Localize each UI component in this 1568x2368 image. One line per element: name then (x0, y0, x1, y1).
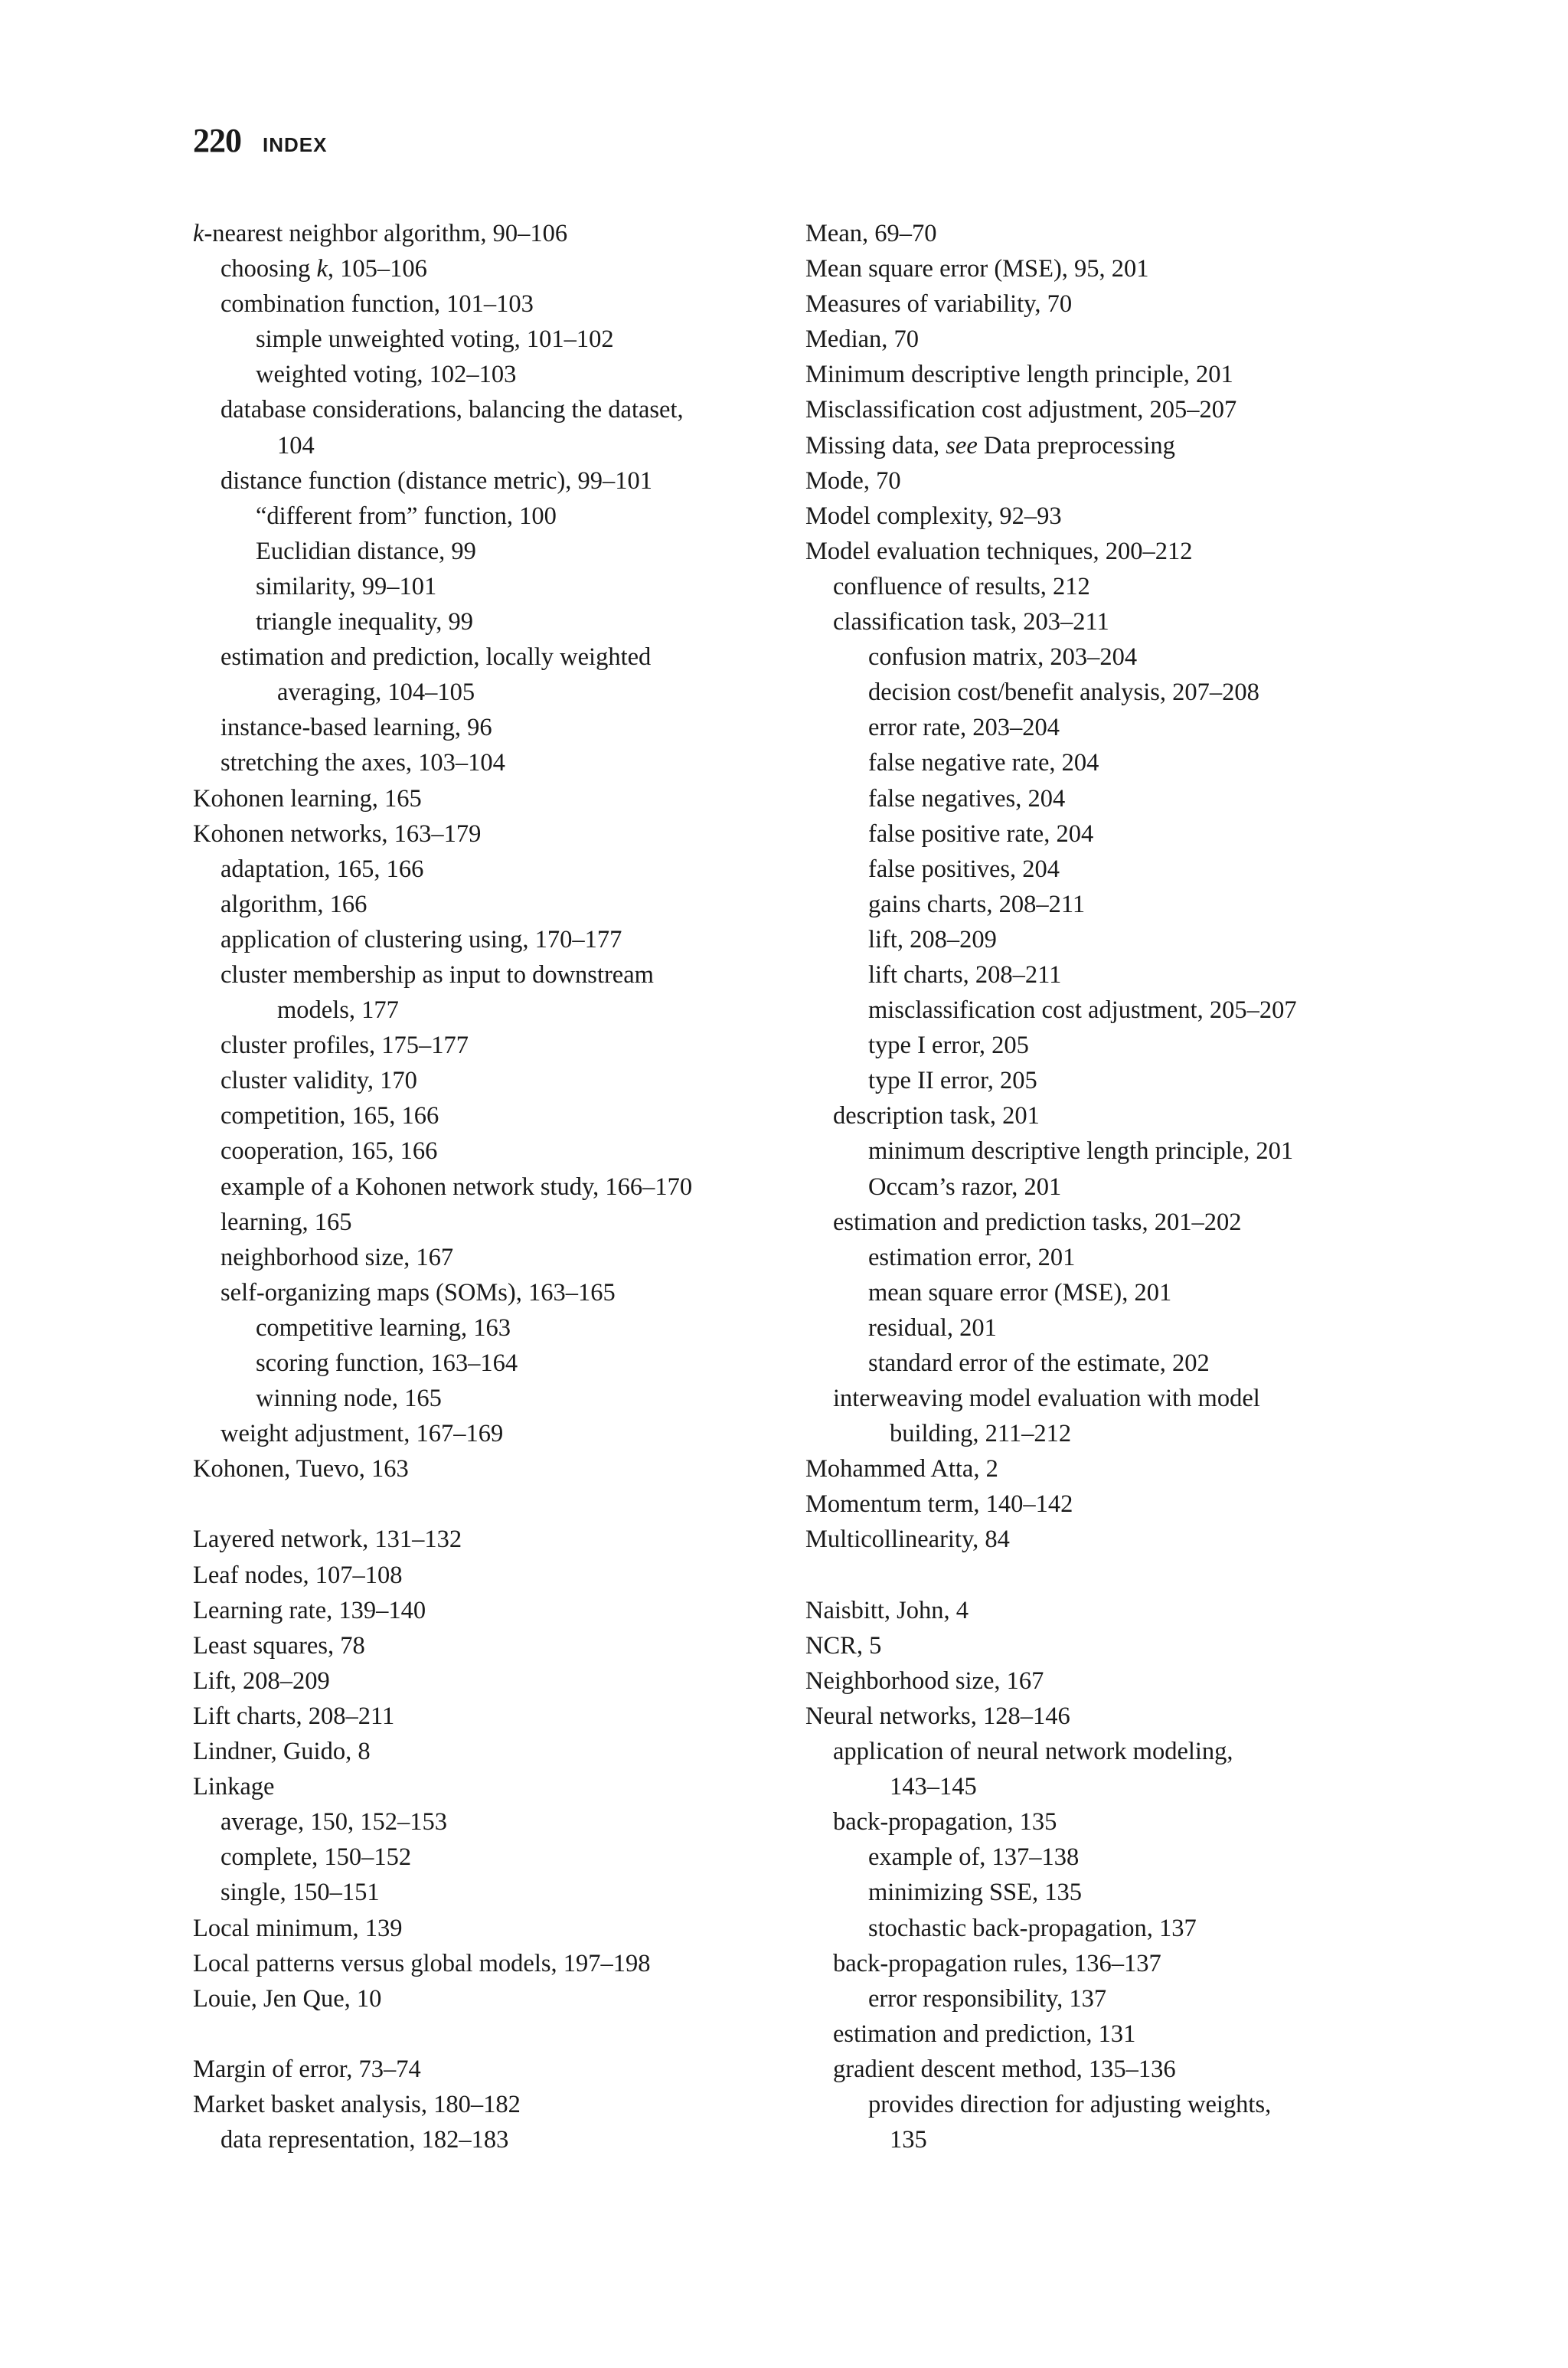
index-entry-continuation: 143–145 (890, 1773, 977, 1801)
index-subentry: average, 150, 152–153 (220, 1808, 448, 1837)
index-entry: Misclassification cost adjustment, 205–207 (805, 396, 1237, 424)
index-subentry: cluster profiles, 175–177 (220, 1032, 469, 1060)
page-header (193, 121, 327, 160)
index-subentry: algorithm, 166 (220, 890, 368, 918)
index-subentry: gradient descent method, 135–136 (833, 2055, 1176, 2083)
index-subentry: decision cost/benefit analysis, 207–208 (868, 679, 1259, 707)
index-subentry: combination function, 101–103 (220, 290, 534, 319)
index-subentry: learning, 165 (220, 1208, 352, 1236)
index-subentry: weight adjustment, 167–169 (220, 1420, 504, 1448)
index-entry: Neighborhood size, 167 (805, 1666, 1044, 1695)
index-entry (193, 216, 790, 251)
index-subentry: classification task, 203–211 (833, 608, 1109, 636)
index-subentry: single, 150–151 (220, 1879, 380, 1907)
index-subentry: weighted voting, 102–103 (256, 361, 517, 389)
index-subentry: competition, 165, 166 (220, 1102, 439, 1130)
index-subentry: interweaving model evaluation with model (833, 1385, 1260, 1413)
index-subentry: misclassification cost adjustment, 205–207 (868, 996, 1297, 1025)
index-entry: Lift, 208–209 (193, 1666, 330, 1695)
index-entry: Measures of variability, 70 (805, 290, 1073, 319)
index-entry: Mohammed Atta, 2 (805, 1455, 998, 1483)
index-subentry: winning node, 165 (256, 1385, 442, 1413)
index-entry: Model evaluation techniques, 200–212 (805, 537, 1193, 565)
index-entry: Kohonen learning, 165 (193, 784, 422, 813)
letter-group-gap (193, 2016, 790, 2052)
index-subentry: “different from” function, 100 (256, 502, 557, 530)
entry-text: Missing data, (805, 431, 946, 460)
index-subentry: similarity, 99–101 (256, 572, 437, 600)
index-subentry: type I error, 205 (868, 1032, 1029, 1060)
entry-text: -nearest neighbor algorithm, 90–106 (204, 220, 568, 247)
index-subentry: estimation and prediction, 131 (833, 2020, 1136, 2048)
index-subentry: complete, 150–152 (220, 1843, 412, 1872)
index-entry (805, 428, 1403, 463)
index-subentry: database considerations, balancing the dataset, (220, 396, 684, 424)
index-subentry: provides direction for adjusting weights, (868, 2090, 1272, 2118)
index-subentry (193, 251, 790, 286)
entry-italic-text: k (316, 255, 328, 283)
index-subentry: confusion matrix, 203–204 (868, 643, 1138, 672)
index-subentry: data representation, 182–183 (220, 2126, 509, 2154)
index-subentry: cluster membership as input to downstream (220, 960, 654, 989)
index-subentry: description task, 201 (833, 1102, 1040, 1130)
index-column-left (193, 216, 790, 2157)
index-subentry: confluence of results, 212 (833, 572, 1090, 600)
index-entry: Model complexity, 92–93 (805, 502, 1062, 530)
index-subentry: lift charts, 208–211 (868, 960, 1062, 989)
index-entry: Kohonen networks, 163–179 (193, 819, 482, 848)
index-entry: Louie, Jen Que, 10 (193, 1984, 382, 2013)
index-subentry: Occam’s razor, 201 (868, 1173, 1062, 1201)
index-subentry: stochastic back-propagation, 137 (868, 1914, 1197, 1942)
index-entry: Local minimum, 139 (193, 1914, 403, 1942)
index-subentry: triangle inequality, 99 (256, 608, 473, 636)
index-entry-continuation: 135 (890, 2126, 927, 2154)
index-subentry: estimation and prediction, locally weighted (220, 643, 652, 672)
index-subentry: stretching the axes, 103–104 (220, 749, 505, 777)
page-number: 220 (193, 122, 241, 159)
index-entry-continuation: models, 177 (277, 996, 399, 1025)
index-entry: Naisbitt, John, 4 (805, 1596, 969, 1624)
index-subentry: false negatives, 204 (868, 784, 1066, 813)
index-subentry: type II error, 205 (868, 1067, 1037, 1095)
index-subentry: application of neural network modeling, (833, 1738, 1233, 1766)
index-subentry: false negative rate, 204 (868, 749, 1099, 777)
index-subentry: neighborhood size, 167 (220, 1243, 454, 1271)
index-subentry: lift, 208–209 (868, 925, 997, 953)
index-subentry: competitive learning, 163 (256, 1313, 511, 1342)
index-entry: Median, 70 (805, 325, 920, 354)
index-subentry: example of, 137–138 (868, 1843, 1080, 1872)
index-subentry: back-propagation rules, 136–137 (833, 1949, 1161, 1977)
index-subentry: gains charts, 208–211 (868, 890, 1086, 918)
index-subentry: cooperation, 165, 166 (220, 1137, 438, 1166)
index-entry: Margin of error, 73–74 (193, 2055, 421, 2083)
letter-group-gap (805, 1558, 1403, 1593)
index-entry: Neural networks, 128–146 (805, 1702, 1070, 1730)
index-subentry: distance function (distance metric), 99–101 (220, 466, 653, 495)
index-subentry: instance-based learning, 96 (220, 714, 492, 742)
index-subentry: estimation error, 201 (868, 1243, 1076, 1271)
index-subentry: self-organizing maps (SOMs), 163–165 (220, 1278, 616, 1307)
index-subentry: example of a Kohonen network study, 166–170 (220, 1173, 693, 1201)
index-subentry: error responsibility, 137 (868, 1984, 1107, 2013)
index-entry: Lindner, Guido, 8 (193, 1738, 371, 1766)
index-entry: Leaf nodes, 107–108 (193, 1561, 403, 1589)
index-subentry: residual, 201 (868, 1313, 997, 1342)
index-entry: Multicollinearity, 84 (805, 1526, 1010, 1554)
index-entry: Layered network, 131–132 (193, 1526, 462, 1554)
index-entry: Momentum term, 140–142 (805, 1490, 1073, 1519)
index-subentry: scoring function, 163–164 (256, 1349, 518, 1377)
index-entry: Mean, 69–70 (805, 220, 937, 247)
index-entry: Market basket analysis, 180–182 (193, 2090, 521, 2118)
index-entry: Minimum descriptive length principle, 201 (805, 361, 1233, 389)
index-entry: NCR, 5 (805, 1631, 882, 1660)
index-entry: Kohonen, Tuevo, 163 (193, 1455, 409, 1483)
letter-group-gap (193, 1487, 790, 1522)
index-entry-continuation: 104 (277, 431, 315, 460)
entry-text: , 105–106 (327, 255, 427, 283)
index-subentry: false positives, 204 (868, 855, 1060, 883)
index-entry: Learning rate, 139–140 (193, 1596, 426, 1624)
running-head: INDEX (263, 133, 328, 156)
entry-italic-text: see (946, 431, 978, 460)
index-entry: Linkage (193, 1773, 275, 1801)
index-column-right (805, 216, 1403, 2157)
index-subentry: Euclidian distance, 99 (256, 537, 476, 565)
index-entry-continuation: averaging, 104–105 (277, 679, 475, 707)
index-subentry: standard error of the estimate, 202 (868, 1349, 1210, 1377)
index-entry: Least squares, 78 (193, 1631, 365, 1660)
index-subentry: estimation and prediction tasks, 201–202 (833, 1208, 1242, 1236)
index-entry: Lift charts, 208–211 (193, 1702, 395, 1730)
index-subentry: mean square error (MSE), 201 (868, 1278, 1172, 1307)
index-entry-continuation: building, 211–212 (890, 1420, 1072, 1448)
index-subentry: minimizing SSE, 135 (868, 1879, 1082, 1907)
index-subentry: cluster validity, 170 (220, 1067, 417, 1095)
index-entry: Mean square error (MSE), 95, 201 (805, 255, 1149, 283)
index-subentry: application of clustering using, 170–177 (220, 925, 622, 953)
index-subentry: adaptation, 165, 166 (220, 855, 424, 883)
index-entry: Local patterns versus global models, 197–198 (193, 1949, 651, 1977)
index-entry: Mode, 70 (805, 466, 901, 495)
index-subentry: error rate, 203–204 (868, 714, 1060, 742)
entry-italic-text: k (193, 220, 204, 247)
entry-text: Data preprocessing (977, 431, 1175, 460)
index-subentry: false positive rate, 204 (868, 819, 1094, 848)
entry-text: choosing (220, 255, 317, 283)
index-subentry: minimum descriptive length principle, 201 (868, 1137, 1294, 1166)
index-subentry: simple unweighted voting, 101–102 (256, 325, 614, 354)
index-subentry: back-propagation, 135 (833, 1808, 1057, 1837)
